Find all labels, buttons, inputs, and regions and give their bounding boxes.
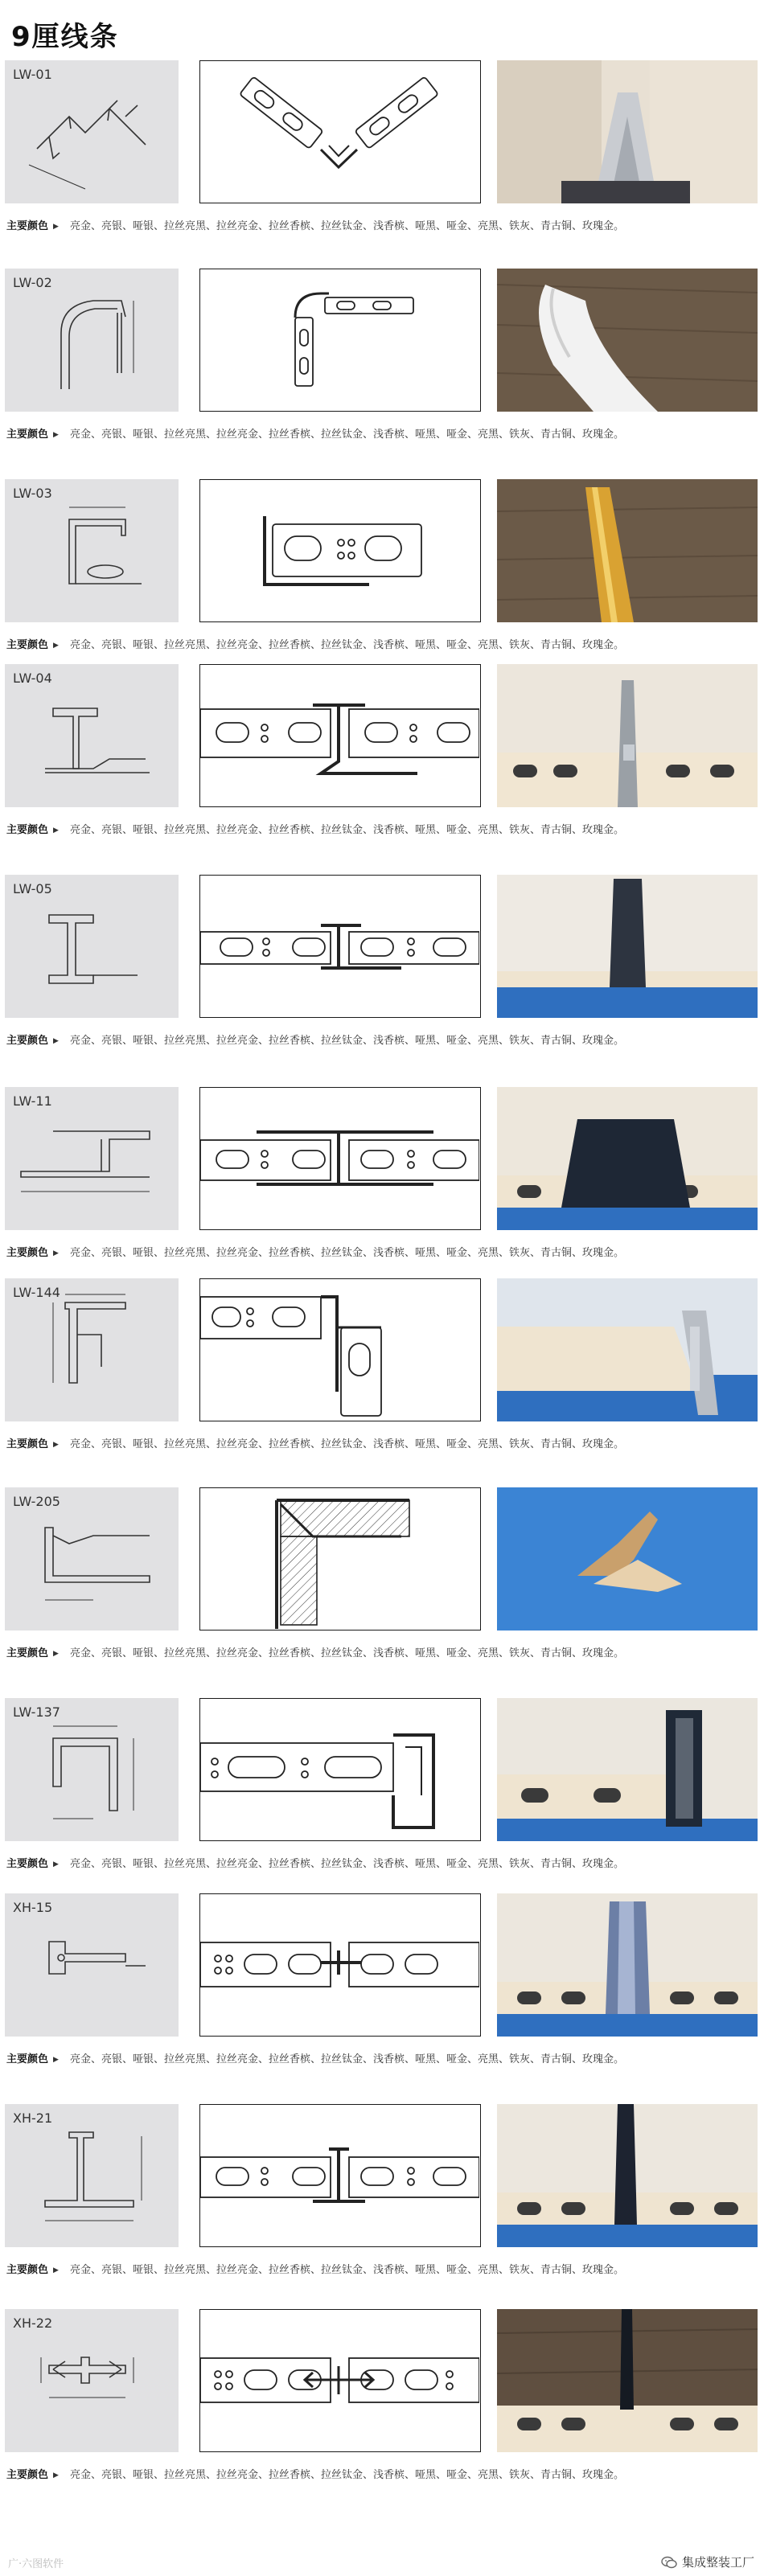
triangle-marker-icon: ▶ — [53, 1037, 59, 1045]
colors-label: 主要颜色 — [6, 824, 49, 836]
colors-label: 主要颜色 — [6, 1247, 49, 1259]
color-options: 亮金、亮银、哑银、拉丝亮黑、拉丝亮金、拉丝香槟、拉丝钛金、浅香槟、哑黑、哑金、亮黑、铁灰、青古铜、玫瑰金。 — [69, 1858, 624, 1870]
colors-label: 主要颜色 — [6, 1647, 49, 1659]
installation-diagram — [199, 2104, 481, 2247]
triangle-marker-icon: ▶ — [53, 1650, 59, 1658]
footer-account — [661, 2553, 754, 2572]
product-code: LW-137 — [13, 1704, 60, 1720]
product-photo — [497, 269, 758, 412]
colors-row — [6, 1435, 624, 1450]
product-photo — [497, 1278, 758, 1421]
product-code: LW-01 — [13, 67, 52, 82]
color-options: 亮金、亮银、哑银、拉丝亮黑、拉丝亮金、拉丝香槟、拉丝钛金、浅香槟、哑黑、哑金、亮黑、铁灰、青古铜、玫瑰金。 — [69, 2264, 624, 2276]
product-photo — [497, 479, 758, 622]
triangle-marker-icon: ▶ — [53, 642, 59, 650]
triangle-marker-icon: ▶ — [53, 2471, 59, 2480]
colors-row — [6, 1644, 624, 1659]
product-photo — [497, 2104, 758, 2247]
colors-label: 主要颜色 — [6, 1858, 49, 1870]
product-code: LW-03 — [13, 486, 52, 501]
installation-diagram — [199, 1087, 481, 1230]
colors-row — [6, 2050, 624, 2065]
product-code: XH-21 — [13, 2110, 53, 2126]
colors-row — [6, 1032, 624, 1047]
page-title: 9厘线条 — [11, 21, 119, 53]
colors-row — [6, 2466, 624, 2481]
triangle-marker-icon: ▶ — [53, 2056, 59, 2064]
product-code: LW-05 — [13, 881, 52, 896]
colors-label: 主要颜色 — [6, 429, 49, 441]
profile-panel — [5, 1487, 179, 1631]
profile-panel — [5, 1087, 179, 1230]
color-options: 亮金、亮银、哑银、拉丝亮黑、拉丝亮金、拉丝香槟、拉丝钛金、浅香槟、哑黑、哑金、亮黑、铁灰、青古铜、玫瑰金。 — [69, 2053, 624, 2065]
triangle-marker-icon: ▶ — [53, 223, 59, 231]
footer-watermark: 广·六图软件 — [8, 2558, 64, 2570]
color-options: 亮金、亮银、哑银、拉丝亮黑、拉丝亮金、拉丝香槟、拉丝钛金、浅香槟、哑黑、哑金、亮黑、铁灰、青古铜、玫瑰金。 — [69, 220, 624, 232]
colors-label: 主要颜色 — [6, 1438, 49, 1450]
wechat-icon — [661, 2556, 677, 2572]
color-options: 亮金、亮银、哑银、拉丝亮黑、拉丝亮金、拉丝香槟、拉丝钛金、浅香槟、哑黑、哑金、亮黑、铁灰、青古铜、玫瑰金。 — [69, 1035, 624, 1047]
installation-diagram — [199, 2309, 481, 2452]
product-code: XH-22 — [13, 2316, 53, 2331]
color-options: 亮金、亮银、哑银、拉丝亮黑、拉丝亮金、拉丝香槟、拉丝钛金、浅香槟、哑黑、哑金、亮黑、铁灰、青古铜、玫瑰金。 — [69, 429, 624, 441]
colors-label: 主要颜色 — [6, 220, 49, 232]
profile-panel — [5, 269, 179, 412]
colors-row — [6, 2261, 624, 2276]
profile-panel — [5, 664, 179, 807]
product-photo — [497, 1698, 758, 1841]
colors-row — [6, 636, 624, 651]
profile-panel — [5, 2104, 179, 2247]
colors-label: 主要颜色 — [6, 639, 49, 651]
installation-diagram — [199, 664, 481, 807]
footer-account-name: 集成整装工厂 — [681, 2555, 754, 2570]
color-options: 亮金、亮银、哑银、拉丝亮黑、拉丝亮金、拉丝香槟、拉丝钛金、浅香槟、哑黑、哑金、亮黑、铁灰、青古铜、玫瑰金。 — [69, 1647, 624, 1659]
colors-row — [6, 821, 624, 836]
profile-panel — [5, 60, 179, 203]
installation-diagram — [199, 1278, 481, 1421]
colors-row — [6, 1855, 624, 1870]
product-code: LW-11 — [13, 1093, 52, 1109]
product-code: XH-15 — [13, 1900, 53, 1915]
product-photo — [497, 1087, 758, 1230]
triangle-marker-icon: ▶ — [53, 2266, 59, 2275]
profile-panel — [5, 1698, 179, 1841]
product-code: LW-144 — [13, 1285, 60, 1300]
color-options: 亮金、亮银、哑银、拉丝亮黑、拉丝亮金、拉丝香槟、拉丝钛金、浅香槟、哑黑、哑金、亮黑、铁灰、青古铜、玫瑰金。 — [69, 1247, 624, 1259]
triangle-marker-icon: ▶ — [53, 827, 59, 835]
color-options: 亮金、亮银、哑银、拉丝亮黑、拉丝亮金、拉丝香槟、拉丝钛金、浅香槟、哑黑、哑金、亮黑、铁灰、青古铜、玫瑰金。 — [69, 1438, 624, 1450]
product-photo — [497, 875, 758, 1018]
product-photo — [497, 1893, 758, 2037]
color-options: 亮金、亮银、哑银、拉丝亮黑、拉丝亮金、拉丝香槟、拉丝钛金、浅香槟、哑黑、哑金、亮黑、铁灰、青古铜、玫瑰金。 — [69, 2469, 624, 2481]
profile-panel — [5, 479, 179, 622]
colors-label: 主要颜色 — [6, 1035, 49, 1047]
installation-diagram — [199, 60, 481, 203]
product-photo — [497, 1487, 758, 1631]
triangle-marker-icon: ▶ — [53, 431, 59, 439]
triangle-marker-icon: ▶ — [53, 1249, 59, 1257]
product-code: LW-02 — [13, 275, 52, 290]
colors-row — [6, 217, 624, 232]
colors-label: 主要颜色 — [6, 2264, 49, 2276]
product-code: LW-04 — [13, 671, 52, 686]
profile-panel — [5, 2309, 179, 2452]
installation-diagram — [199, 1893, 481, 2037]
triangle-marker-icon: ▶ — [53, 1441, 59, 1449]
color-options: 亮金、亮银、哑银、拉丝亮黑、拉丝亮金、拉丝香槟、拉丝钛金、浅香槟、哑黑、哑金、亮黑、铁灰、青古铜、玫瑰金。 — [69, 639, 624, 651]
installation-diagram — [199, 875, 481, 1018]
profile-panel — [5, 1893, 179, 2037]
profile-panel — [5, 1278, 179, 1421]
profile-panel — [5, 875, 179, 1018]
installation-diagram — [199, 269, 481, 412]
product-code: LW-205 — [13, 1494, 60, 1509]
colors-row — [6, 1244, 624, 1259]
colors-label: 主要颜色 — [6, 2053, 49, 2065]
installation-diagram — [199, 1698, 481, 1841]
triangle-marker-icon: ▶ — [53, 1860, 59, 1868]
installation-diagram — [199, 479, 481, 622]
colors-row — [6, 425, 624, 441]
colors-label: 主要颜色 — [6, 2469, 49, 2481]
product-photo — [497, 60, 758, 203]
installation-diagram — [199, 1487, 481, 1631]
product-photo — [497, 664, 758, 807]
color-options: 亮金、亮银、哑银、拉丝亮黑、拉丝亮金、拉丝香槟、拉丝钛金、浅香槟、哑黑、哑金、亮黑、铁灰、青古铜、玫瑰金。 — [69, 824, 624, 836]
product-photo — [497, 2309, 758, 2452]
